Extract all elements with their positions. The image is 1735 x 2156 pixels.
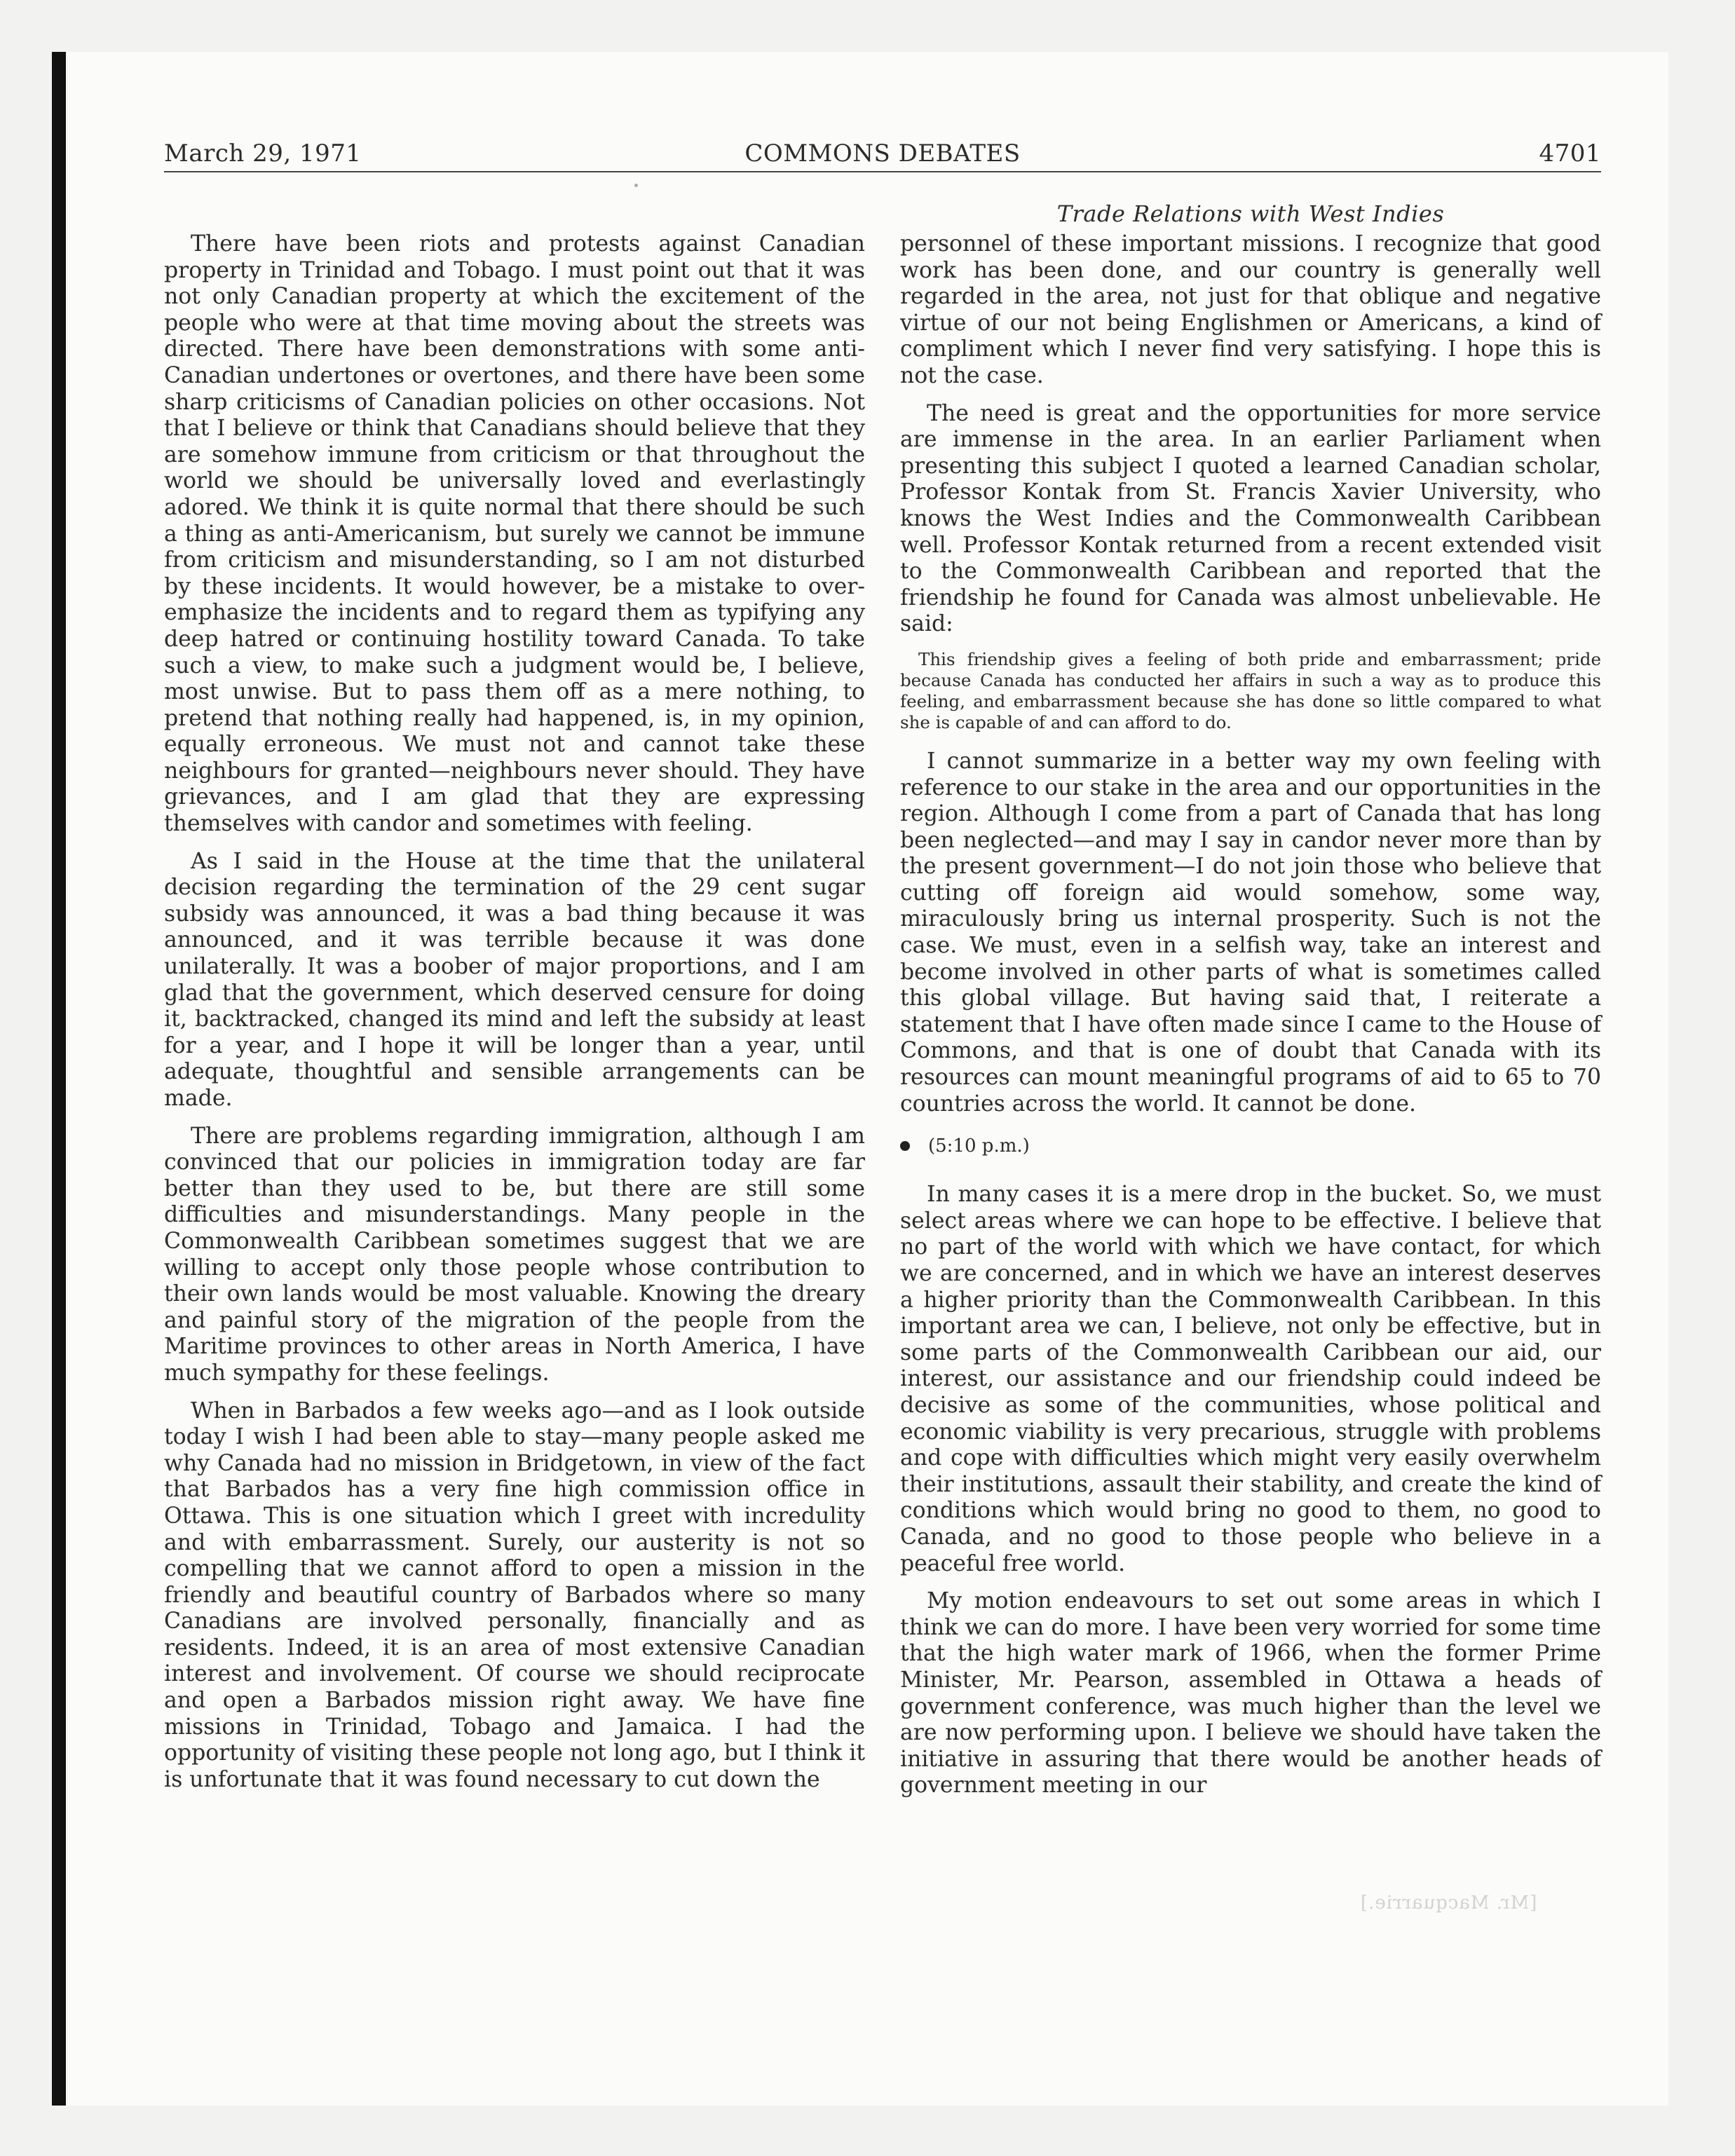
running-head: Trade Relations with West Indies [1056,200,1445,227]
scan-speck [634,184,638,187]
right-column [900,231,1601,1810]
header-rule [164,171,1601,172]
header-page-number: 4701 [1539,139,1601,168]
paragraph-motion: My motion endeavours to set out some areas in which I think we can do more. I have been very worried for some time that the high water mark of 1966, when the former Prime Minister, Mr. Pearson, assembled in Ottawa a heads of government conference, was much higher than the level we are now performing upon. I believe we should have taken the initiative in assuring that there would be another heads of government meeting in our [900,1588,1601,1799]
paragraph-immigration: There are problems regarding immigration, although I am convinced that our policies in immigration today are far better than they used to be, but there are still some difficulties and misunderstandings. Many people in the Commonwealth Caribbean sometimes suggest that we are willing to accept only those people whose contribution to their own lands would be most valuable. Knowing the dreary and painful story of the migration of the people from the Maritime provinces to other areas in North America, I have much sympathy for these feelings. [164,1123,865,1386]
paragraph-need: The need is great and the opportunities for more service are immense in the area. In an earlier Parliament when presenting this subject I quoted a learned Canadian scholar, Professor Kontak from St. Francis Xavier University, who knows the West Indies and the Commonwealth Caribbean well. Professor Kontak returned from a recent extended visit to the Commonwealth Caribbean and reported that the friendship he found for Canada was almost unbelievable. He said: [900,400,1601,637]
paragraph-riots: There have been riots and protests against Canadian property in Trinidad and Tobago. I must point out that it was not only Canadian property at which the excitement of the people who were at that time moving about the streets was directed. There have been demonstrations with some anti-Canadian undertones or overtones, and there have been some sharp criticisms of Canadian policies on other occasions. Not that I believe or think that Canadians should believe that they are somehow immune from criticism or that throughout the world we should be universally loved and everlastingly adored. We think it is quite normal that there should be such a thing as anti-Americanism, but surely we cannot be immune from criticism and misunderstanding, so I am not disturbed by these incidents. It would however, be a mistake to overemphasize the incidents and to regard them as typifying any deep hatred or continuing hostility toward Canada. To take such a view, to make such a judgment would be, I believe, most unwise. But to pass them off as a mere nothing, to pretend that nothing really had happened, is, in my opinion, equally erroneous. We must not and cannot take these neighbours for granted—neighbours never should. They have grievances, and I am glad that they are expressing themselves with candor and sometimes with feeling. [164,231,865,837]
paragraph-continuation: personnel of these important missions. I recognize that good work has been done, and our country is generally well regarded in the area, not just for that oblique and negative virtue of our not being Englishmen or Americans, a kind of compliment which I never find very satisfying. I hope this is not the case. [900,231,1601,388]
time-marker-text: (5:10 p.m.) [928,1135,1030,1157]
header-date: March 29, 1971 [164,139,362,168]
block-quote: This friendship gives a feeling of both pride and embarrassment; pride because Canada has conducted her affairs in such a way as to produce this feeling, and embarrassment because she has done so little compared to what she is capable of and can afford to do. [900,648,1601,732]
left-column [164,231,865,1804]
paragraph-sugar-subsidy: As I said in the House at the time that the unilateral decision regarding the termination of the 29 cent sugar subsidy was announced, it was a bad thing because it was announced, and it was terrible because it was done unilaterally. It was a boober of major proportions, and I am glad that the government, which deserved censure for doing it, backtracked, changed its mind and left the subsidy at least for a year, and I hope it will be longer than a year, until adequate, thoughtful and sensible arrangements can be made. [164,848,865,1111]
paragraph-summarize: I cannot summarize in a better way my own feeling with reference to our stake in the area and our opportunities in the region. Although I come from a part of Canada that has long been neglected—and may I say in candor never more than by the present government—I do not join those who believe that cutting off foreign aid would somehow, some way, miraculously bring us internal prosperity. Such is not the case. We must, even in a selfish way, take an interest and become involved in other parts of what is sometimes called this global village. But having said that, I reiterate a statement that I have often made since I came to the House of Commons, and that is one of doubt that Canada with its resources can mount meaningful programs of aid to 65 to 70 countries across the world. It cannot be done. [900,748,1601,1117]
paragraph-drop-in-bucket: In many cases it is a mere drop in the bucket. So, we must select areas where we can hope to be effective. I believe that no part of the world with which we have contact, for which we are concerned, and in which we have an interest deserves a higher priority than the Commonwealth Caribbean. In this important area we can, I believe, not only be effective, but in some parts of the Commonwealth Caribbean our aid, our interest, our assistance and our friendship could indeed be decisive as some of the communities, whose political and economic viability is very precarious, struggle with problems and cope with difficulties which might very easily overwhelm their institutions, assault their stability, and create the kind of conditions which would bring no good to them, no good to Canada, and no good to those people who believe in a peaceful free world. [900,1182,1601,1576]
paragraph-barbados: When in Barbados a few weeks ago—and as I look outside today I wish I had been able to stay—many people asked me why Canada had no mission in Bridgetown, in view of the fact that Barbados has a very fine high commission office in Ottawa. This is one situation which I greet with incredulity and with embarrassment. Surely, our austerity is not so compelling that we cannot afford to open a mission in the friendly and beautiful country of Barbados where so many Canadians are involved personally, financially and as residents. Indeed, it is an area of most extensive Canadian interest and involvement. Of course we should reciprocate and open a Barbados mission right away. We have fine missions in Trinidad, Tobago and Jamaica. I had the opportunity of visiting these people not long ago, but I think it is unfortunate that it was found necessary to cut down the [164,1398,865,1792]
page-header [164,137,1601,170]
bullet-icon [900,1141,910,1151]
scan-edge [52,52,66,2106]
header-title: COMMONS DEBATES [744,139,1021,168]
bleed-through-speaker-tag: [Mr. Macquarrie.] [1360,1892,1537,1913]
time-marker [900,1134,1601,1158]
